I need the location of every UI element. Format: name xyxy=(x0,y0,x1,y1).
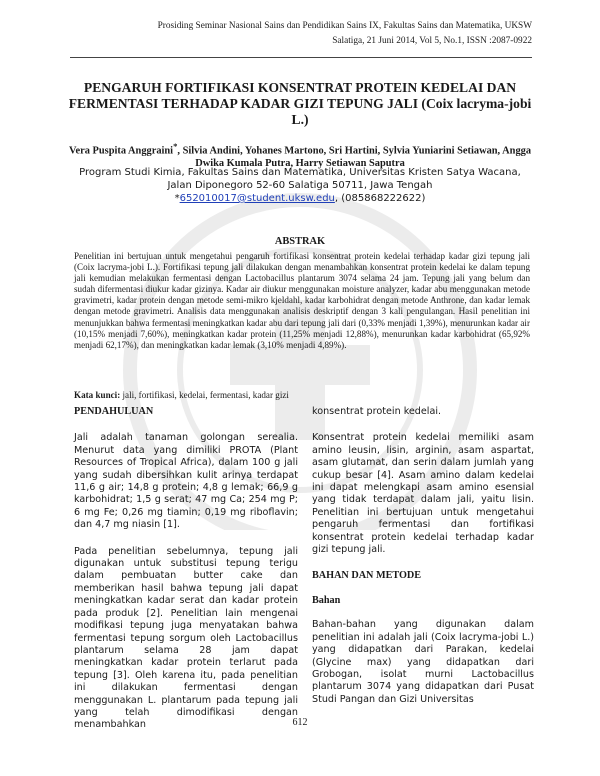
header-proceedings-line: Prosiding Seminar Nasional Sains dan Pendidikan Sains IX, Fakultas Sains dan Matematika, UKSW xyxy=(157,21,532,31)
affiliation xyxy=(60,166,540,205)
materials-paragraph: Bahan-bahan yang digunakan dalam penelitian ini adalah jali (Coix lacryma-jobi L.) yang didapatkan dari Parakan, kedelai (Glycine max) yang didapatkan dari Grobogan, isolat murni Lactobacillus plantarum 3074 yang didapatkan dari Pusat Studi Pangan dan Gizi Universitas xyxy=(312,619,534,705)
keywords xyxy=(74,390,530,401)
affiliation-institution: Program Studi Kimia, Fakultas Sains dan Matematika, Universitas Kristen Satya Wacana, xyxy=(79,167,521,178)
right-column xyxy=(312,406,534,706)
intro-paragraph-3: Konsentrat protein kedelai memiliki asam amino leusin, lisin, arginin, asam aspartat, asam glutamat, dan serin dalam jumlah yang cukup besar [4]. Asam amino dalam kedelai ini dapat melengkapi asam amino esensial yang tidak terdapat dalam jali, yaitu lisin. Penelitian ini bertujuan untuk mengetahui pengaruh fermentasi dan fortifikasi konsentrat protein kedelai terhadap kadar gizi tepung jali. xyxy=(312,432,534,556)
email-link[interactable]: 652010017@student.uksw.edu xyxy=(179,193,335,204)
corresponding-mark: * xyxy=(173,141,178,151)
affiliation-contact xyxy=(60,192,540,205)
contact-phone: , (085868222622) xyxy=(334,193,426,204)
header-issue-line: Salatiga, 21 Juni 2014, Vol 5, No.1, ISSN :2087-0922 xyxy=(332,36,532,46)
abstract-heading: ABSTRAK xyxy=(274,236,326,247)
header-divider xyxy=(70,57,532,58)
section-heading-bahan-metode: BAHAN DAN METODE xyxy=(312,570,422,582)
section-heading-pendahuluan: PENDAHULUAN xyxy=(74,406,154,417)
subsection-heading-bahan: Bahan xyxy=(312,594,341,606)
left-column xyxy=(74,406,298,732)
keywords-label: Kata kunci: xyxy=(74,390,121,400)
intro-paragraph-2: Pada penelitian sebelumnya, tepung jali digunakan untuk substitusi tepung terigu dalam pembuatan butter cake dan memberikan hasil bahwa tepung jali dapat meningkatkan kadar serat dan kadar protein pada produk [2]. Penelitian lain mengenai modifikasi tepung juga menyatakan bahwa fermentasi tepung sorgum oleh Lactobacillus plantarum selama 28 jam dapat meningkatkan kadar protein terlarut pada tepung [3]. Oleh karena itu, pada penelitian ini dilakukan fermentasi dengan menggunakan L. plantarum pada tepung jali yang telah dimodifikasi dengan menambahkan xyxy=(74,545,298,731)
contact-star: * xyxy=(174,193,180,204)
paper-title: PENGARUH FORTIFIKASI KONSENTRAT PROTEIN KEDELAI DAN FERMENTASI TERHADAP KADAR GIZI TEPUNG JALI (Coix lacryma-jobi L.) xyxy=(68,80,532,127)
co-authors: , Silvia Andini, Yohanes Martono, Sri Hartini, Sylvia Yuniarini Setiawan, Angga Dwika Kumala Putra, Harry Setiawan Saputra xyxy=(177,145,532,170)
first-author: Vera Puspita Anggraini xyxy=(68,145,174,157)
affiliation-address: Jalan Diponegoro 52-60 Salatiga 50711, Jawa Tengah xyxy=(167,180,433,191)
page-number: 612 xyxy=(292,717,308,728)
keywords-text: jali, fortifikasi, kedelai, fermentasi, kadar gizi xyxy=(120,390,289,400)
intro-continuation: konsentrat protein kedelai. xyxy=(312,406,442,417)
intro-paragraph-1: Jali adalah tanaman golongan serealia. Menurut data yang dimiliki PROTA (Plant Resources of Tropical Africa), dalam 100 g jali yang sudah dibersihkan kulit arinya terdapat 11,6 g air; 14,8 g protein; 4,8 g lemak; 66,9 g karbohidrat; 1,5 g serat; 47 mg Ca; 254 mg P; 6 mg Fe; 0,26 mg tiamin; 0,19 mg riboflavin; dan 4,7 mg niasin [1]. xyxy=(74,432,298,531)
abstract-text: Penelitian ini bertujuan untuk mengetahui pengaruh fortifikasi konsentrat protein kedelai terhadap kadar gizi tepung jali (Coix lacryma-jobi L.). Fortifikasi tepung jali dilakukan dengan menambahkan konsentrat protein kedelai ke dalam tepung jali kemudian melakukan fermentasi dengan Lactobacillus plantarum 3074 selama 24 jam. Tepung jali yang belum dan sudah difermentasi diukur kadar gizinya. Kadar air diukur menggunakan moisture analyzer, kadar abu menggunakan metode gravimetri, kadar protein dengan metode semi-mikro kjeldahl, kadar karbohidrat dengan metode Anthrone, dan kadar lemak dengan metode gravimetri. Analisis data menggunakan analisis deskriptif dengan 3 kali pengulangan. Hasil penelitian ini menunjukkan bahwa fermentasi meningkatkan kadar abu dari tepung jali dari (0,33% menjadi 1,39%), menurunkan kadar air (10,15% menjadi 7,60%), meningkatkan kadar protein (11,25% menjadi 12,88%), menurunkan kadar karbohidrat (65,92% menjadi 62,17%), dan meningkatkan kadar lemak (3,10% menjadi 4,89%). xyxy=(74,251,530,350)
